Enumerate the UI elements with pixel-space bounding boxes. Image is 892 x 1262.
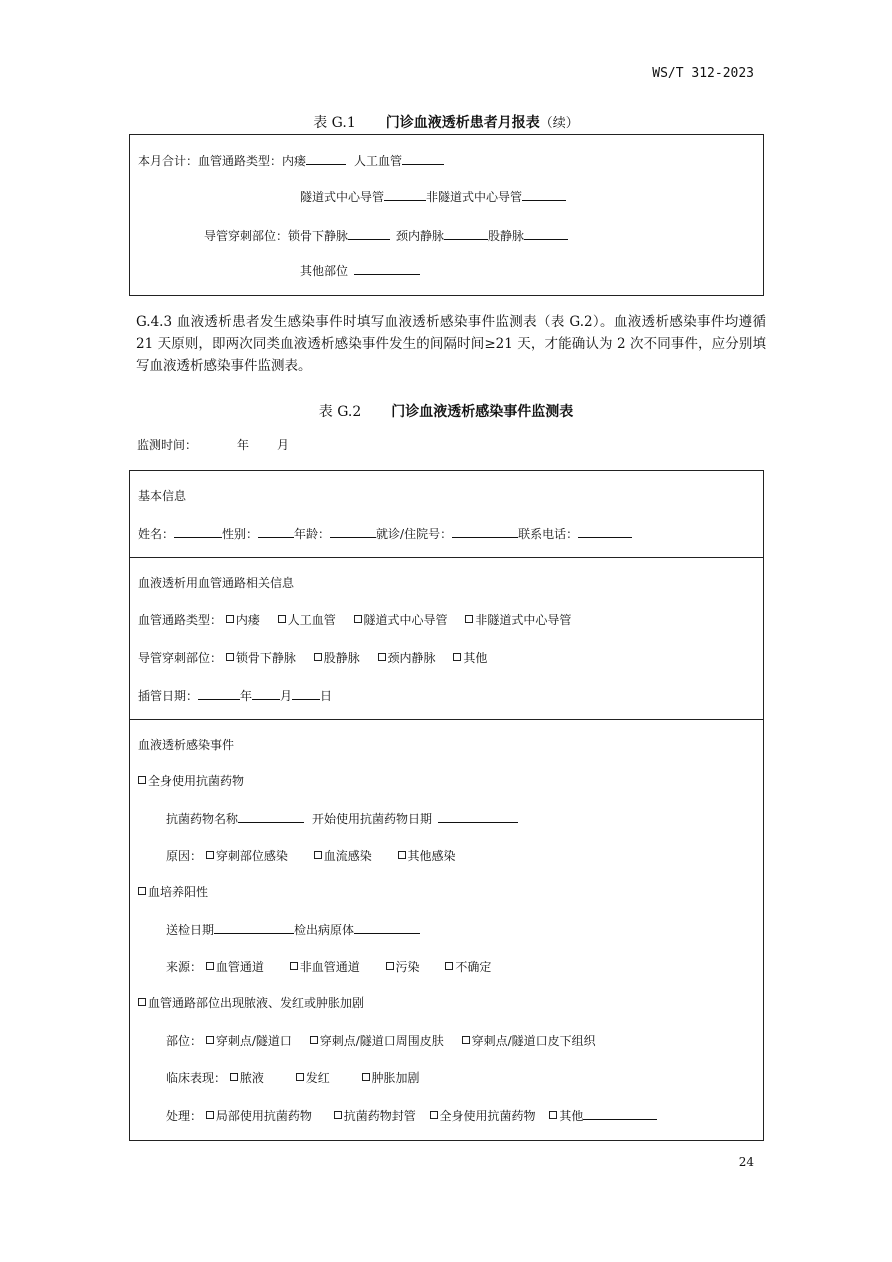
s2-month-field[interactable] bbox=[252, 687, 280, 700]
option-label: 隧道式中心导管 bbox=[363, 613, 448, 627]
paragraph-g43: G.4.3 血液透析患者发生感染事件时填写血液透析感染事件监测表（表 G.2）。血液透析感染事件均遵循 21 天原则，即两次同类血液透析感染事件发生的间隔时间≥21 天，才能确认为 2 次不同事件，应分别填写血液透析感染事件监测表。 bbox=[136, 314, 766, 374]
s2-day-label: 日 bbox=[320, 689, 333, 703]
s3-source-label: 来源： bbox=[166, 960, 203, 974]
monitor-time-label: 监测时间： bbox=[137, 438, 198, 452]
g1-row-catheter-type bbox=[300, 188, 566, 205]
option-label: 穿刺点/隧道口皮下组织 bbox=[471, 1034, 596, 1048]
s3-bc-label: 血培养阳性 bbox=[148, 885, 209, 899]
s3-abx-date-field[interactable] bbox=[438, 810, 518, 823]
table-g1-number: 表 G.1 bbox=[313, 115, 356, 131]
option-label: 其他 bbox=[463, 651, 488, 665]
checkbox[interactable] bbox=[378, 653, 386, 661]
s1-sex-label: 性别： bbox=[222, 527, 259, 541]
option-label: 内瘘 bbox=[235, 613, 260, 627]
s2-year-label: 年 bbox=[240, 689, 253, 703]
checkbox[interactable] bbox=[430, 1111, 438, 1119]
option-label: 非隧道式中心导管 bbox=[475, 613, 572, 627]
s2-type-label: 血管通路类型： bbox=[138, 613, 223, 627]
checkbox[interactable] bbox=[465, 615, 473, 623]
s3-abx-row bbox=[138, 773, 244, 789]
checkbox[interactable] bbox=[453, 653, 461, 661]
checkbox[interactable] bbox=[296, 1073, 304, 1081]
option-label: 抗菌药物封管 bbox=[343, 1109, 416, 1123]
option-label: 全身使用抗菌药物 bbox=[439, 1109, 536, 1123]
option-label: 颈内静脉 bbox=[387, 651, 436, 665]
s2-vascular-type-row bbox=[138, 612, 571, 628]
g1-label-tunneled: 隧道式中心导管 bbox=[300, 190, 385, 204]
checkbox[interactable] bbox=[138, 887, 146, 895]
checkbox[interactable] bbox=[386, 962, 394, 970]
checkbox[interactable] bbox=[310, 1036, 318, 1044]
s1-name-label: 姓名： bbox=[138, 527, 175, 541]
standard-number: WS/T 312-2023 bbox=[652, 66, 754, 81]
s3-pus-label: 血管通路部位出现脓液、发红或肿胀加剧 bbox=[148, 996, 365, 1010]
s3-clinical-label: 临床表现： bbox=[166, 1071, 227, 1085]
s3-part-label: 部位： bbox=[166, 1034, 203, 1048]
checkbox[interactable] bbox=[206, 1036, 214, 1044]
s3-abx-date-label: 开始使用抗菌药物日期 bbox=[312, 812, 433, 826]
checkbox[interactable] bbox=[334, 1111, 342, 1119]
checkbox[interactable] bbox=[290, 962, 298, 970]
s3-clinical-row bbox=[166, 1070, 420, 1086]
checkbox[interactable] bbox=[462, 1036, 470, 1044]
g1-label-graft: 人工血管 bbox=[354, 154, 403, 168]
table-g1-continued: （续） bbox=[539, 116, 579, 131]
option-label: 局部使用抗菌药物 bbox=[215, 1109, 312, 1123]
g1-row-vascular-type bbox=[138, 152, 444, 169]
g1-blank-fistula[interactable] bbox=[306, 152, 346, 165]
table-g1-title: 门诊血液透析患者月报表 bbox=[385, 115, 540, 131]
s3-bc-path-field[interactable] bbox=[354, 921, 420, 934]
option-label: 非血管通道 bbox=[299, 960, 360, 974]
g1-label-femoral: 股静脉 bbox=[488, 229, 525, 243]
g1-blank-tunneled[interactable] bbox=[384, 188, 426, 201]
checkbox[interactable] bbox=[138, 998, 146, 1006]
s2-insertion-date-row bbox=[138, 687, 332, 704]
s3-bc-date-field[interactable] bbox=[214, 921, 294, 934]
option-label: 锁骨下静脉 bbox=[235, 651, 296, 665]
s1-age-label: 年龄： bbox=[294, 527, 331, 541]
s1-phone-field[interactable] bbox=[578, 525, 632, 538]
g1-label-jugular: 颈内静脉 bbox=[396, 229, 445, 243]
table-g1-box bbox=[129, 134, 764, 296]
option-label: 穿刺点/隧道口 bbox=[215, 1034, 292, 1048]
option-label: 其他感染 bbox=[407, 849, 456, 863]
page-number: 24 bbox=[738, 1155, 754, 1169]
s3-bc-detail-row bbox=[166, 921, 420, 938]
g1-blank-jugular[interactable] bbox=[444, 227, 488, 240]
checkbox[interactable] bbox=[362, 1073, 370, 1081]
option-label: 不确定 bbox=[455, 960, 492, 974]
g1-row-puncture-site bbox=[204, 227, 568, 244]
s2-day-field[interactable] bbox=[292, 687, 320, 700]
s2-puncture-site-row bbox=[138, 650, 487, 666]
s3-treatment-label: 处理： bbox=[166, 1109, 203, 1123]
s1-id-field[interactable] bbox=[452, 525, 518, 538]
option-label: 穿刺部位感染 bbox=[215, 849, 288, 863]
s3-blood-culture-row bbox=[138, 884, 208, 900]
checkbox[interactable] bbox=[445, 962, 453, 970]
monitor-time-row bbox=[137, 437, 289, 453]
s3-abx-name-label: 抗菌药物名称 bbox=[166, 812, 239, 826]
monitor-month-label: 月 bbox=[277, 438, 290, 452]
option-label: 股静脉 bbox=[323, 651, 360, 665]
g1-label-other-site: 其他部位 bbox=[300, 264, 349, 278]
table-g1-caption bbox=[0, 112, 892, 132]
s2-month-label: 月 bbox=[280, 689, 293, 703]
monitor-year-label: 年 bbox=[237, 438, 250, 452]
s3-abx-label: 全身使用抗菌药物 bbox=[148, 774, 245, 788]
s2-title: 血液透析用血管通路相关信息 bbox=[138, 576, 295, 590]
checkbox[interactable] bbox=[226, 653, 234, 661]
s3-abx-name-field[interactable] bbox=[238, 810, 304, 823]
s2-date-label: 插管日期： bbox=[138, 689, 199, 703]
table-g2-caption bbox=[0, 401, 892, 421]
s2-year-field[interactable] bbox=[198, 687, 240, 700]
checkbox[interactable] bbox=[549, 1111, 557, 1119]
s3-source-row bbox=[166, 959, 491, 975]
checkbox[interactable] bbox=[398, 851, 406, 859]
s3-reason-row bbox=[166, 848, 456, 864]
checkbox[interactable] bbox=[206, 851, 214, 859]
g1-blank-other-site[interactable] bbox=[354, 262, 420, 275]
g1-blank-subclavian[interactable] bbox=[348, 227, 390, 240]
g1-label-subclavian: 导管穿刺部位：锁骨下静脉 bbox=[204, 229, 349, 243]
s3-reason-label: 原因： bbox=[166, 849, 203, 863]
s1-basic-info-row bbox=[138, 525, 632, 542]
s1-title: 基本信息 bbox=[138, 489, 187, 503]
g1-blank-nontunneled[interactable] bbox=[522, 188, 566, 201]
option-label: 发红 bbox=[305, 1071, 330, 1085]
table-g2-title: 门诊血液透析感染事件监测表 bbox=[391, 404, 574, 420]
s1-age-field[interactable] bbox=[330, 525, 376, 538]
s1-sex-field[interactable] bbox=[258, 525, 294, 538]
option-label: 血流感染 bbox=[323, 849, 372, 863]
checkbox[interactable] bbox=[226, 615, 234, 623]
s3-treatment-other-field[interactable] bbox=[583, 1107, 657, 1120]
option-label: 其他 bbox=[559, 1109, 584, 1123]
checkbox[interactable] bbox=[278, 615, 286, 623]
checkbox[interactable] bbox=[314, 851, 322, 859]
g1-label-nontunneled: 非隧道式中心导管 bbox=[426, 190, 523, 204]
option-label: 污染 bbox=[395, 960, 420, 974]
option-label: 脓液 bbox=[239, 1071, 264, 1085]
s2-site-label: 导管穿刺部位： bbox=[138, 651, 223, 665]
s3-abx-detail-row bbox=[166, 810, 518, 827]
g1-blank-graft[interactable] bbox=[402, 152, 444, 165]
s1-id-label: 就诊/住院号： bbox=[376, 527, 453, 541]
table-g2-box bbox=[129, 470, 764, 1141]
g1-row-other-site bbox=[300, 262, 420, 279]
g1-label-fistula: 本月合计：血管通路类型：内瘘 bbox=[138, 154, 307, 168]
checkbox[interactable] bbox=[206, 962, 214, 970]
s1-name-field[interactable] bbox=[174, 525, 222, 538]
s3-bc-date-label: 送检日期 bbox=[166, 923, 215, 937]
option-label: 肿胀加剧 bbox=[371, 1071, 420, 1085]
g1-blank-femoral[interactable] bbox=[524, 227, 568, 240]
section-divider bbox=[130, 557, 763, 558]
checkbox[interactable] bbox=[138, 776, 146, 784]
s3-treatment-row bbox=[166, 1107, 657, 1124]
table-g2-number: 表 G.2 bbox=[318, 404, 362, 420]
checkbox[interactable] bbox=[206, 1111, 214, 1119]
s3-bc-path-label: 检出病原体 bbox=[294, 923, 355, 937]
option-label: 穿刺点/隧道口周围皮肤 bbox=[319, 1034, 444, 1048]
checkbox[interactable] bbox=[314, 653, 322, 661]
s3-part-row bbox=[166, 1033, 596, 1049]
s1-phone-label: 联系电话： bbox=[518, 527, 579, 541]
s3-title: 血液透析感染事件 bbox=[138, 738, 235, 752]
checkbox[interactable] bbox=[354, 615, 362, 623]
option-label: 人工血管 bbox=[287, 613, 336, 627]
section-divider bbox=[130, 719, 763, 720]
option-label: 血管通道 bbox=[215, 960, 264, 974]
s3-pus-row bbox=[138, 995, 364, 1011]
checkbox[interactable] bbox=[230, 1073, 238, 1081]
